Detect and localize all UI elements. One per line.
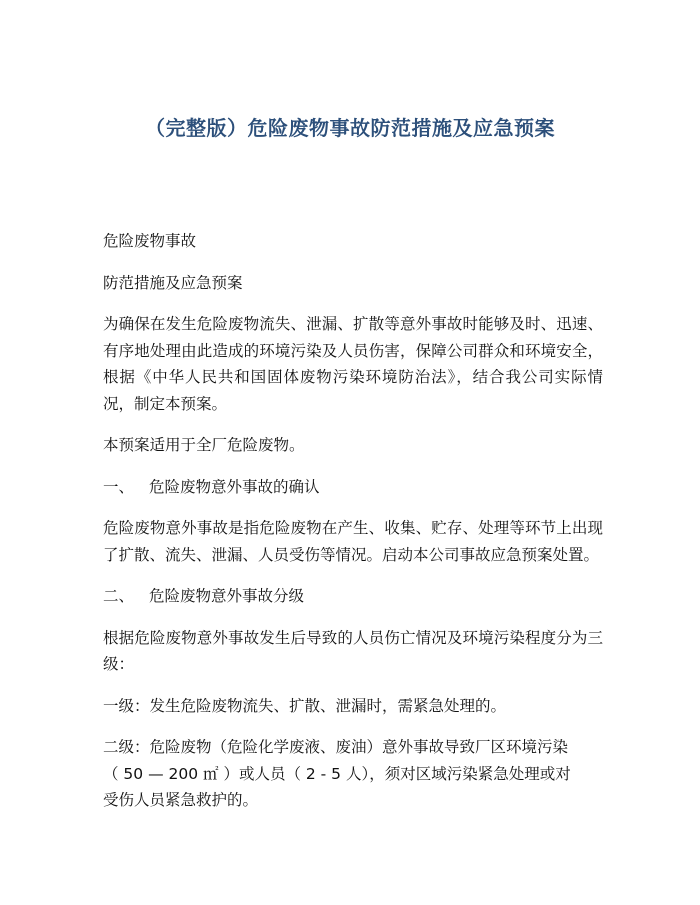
document-title: （完整版）危险废物事故防范措施及应急预案 (145, 116, 555, 140)
level-2-line-1: 二级：危险废物（危险化学废液、废油）意外事故导致厂区环境污染 (103, 738, 569, 756)
section-1-number: 一、 (103, 477, 135, 496)
document-body (103, 228, 603, 829)
level-2-line-2: （ 50 — 200 ㎡ ）或人员（ 2 - 5 人），须对区域污染紧急处理或对 (103, 764, 571, 783)
section-2-title: 危险废物意外事故分级 (149, 587, 305, 605)
section-1-body: 危险废物意外事故是指危险废物在产生、收集、贮存、处理等环节上出现了扩散、流失、泄漏、人员受伤等情况。启动本公司事故应急预案处置。 (103, 519, 603, 564)
section-2-heading (103, 583, 603, 610)
section-2-body: 根据危险废物意外事故发生后导致的人员伤亡情况及环境污染程度分为三级： (103, 628, 603, 673)
level-1-text: 一级：发生危险废物流失、扩散、泄漏时，需紧急处理的。 (103, 696, 507, 715)
scope-paragraph: 本预案适用于全厂危险废物。 (103, 436, 305, 454)
section-1-title: 危险废物意外事故的确认 (149, 477, 320, 496)
section-2-number: 二、 (103, 587, 135, 605)
level-2-line-3: 受伤人员紧急救护的。 (103, 791, 259, 809)
level-2-text (103, 734, 603, 814)
section-1-heading (103, 474, 603, 501)
purpose-paragraph: 为确保在发生危险废物流失、泄漏、扩散等意外事故时能够及时、迅速、有序地处理由此造成的环境污染及人员伤害，保障公司群众和环境安全，根据《中华人民共和国固体废物污染环境防治法》，结合我公司实际情况，制定本预案。 (103, 315, 603, 413)
intro-line-2: 防范措施及应急预案 (103, 273, 243, 292)
intro-line-1: 危险废物事故 (103, 232, 197, 250)
